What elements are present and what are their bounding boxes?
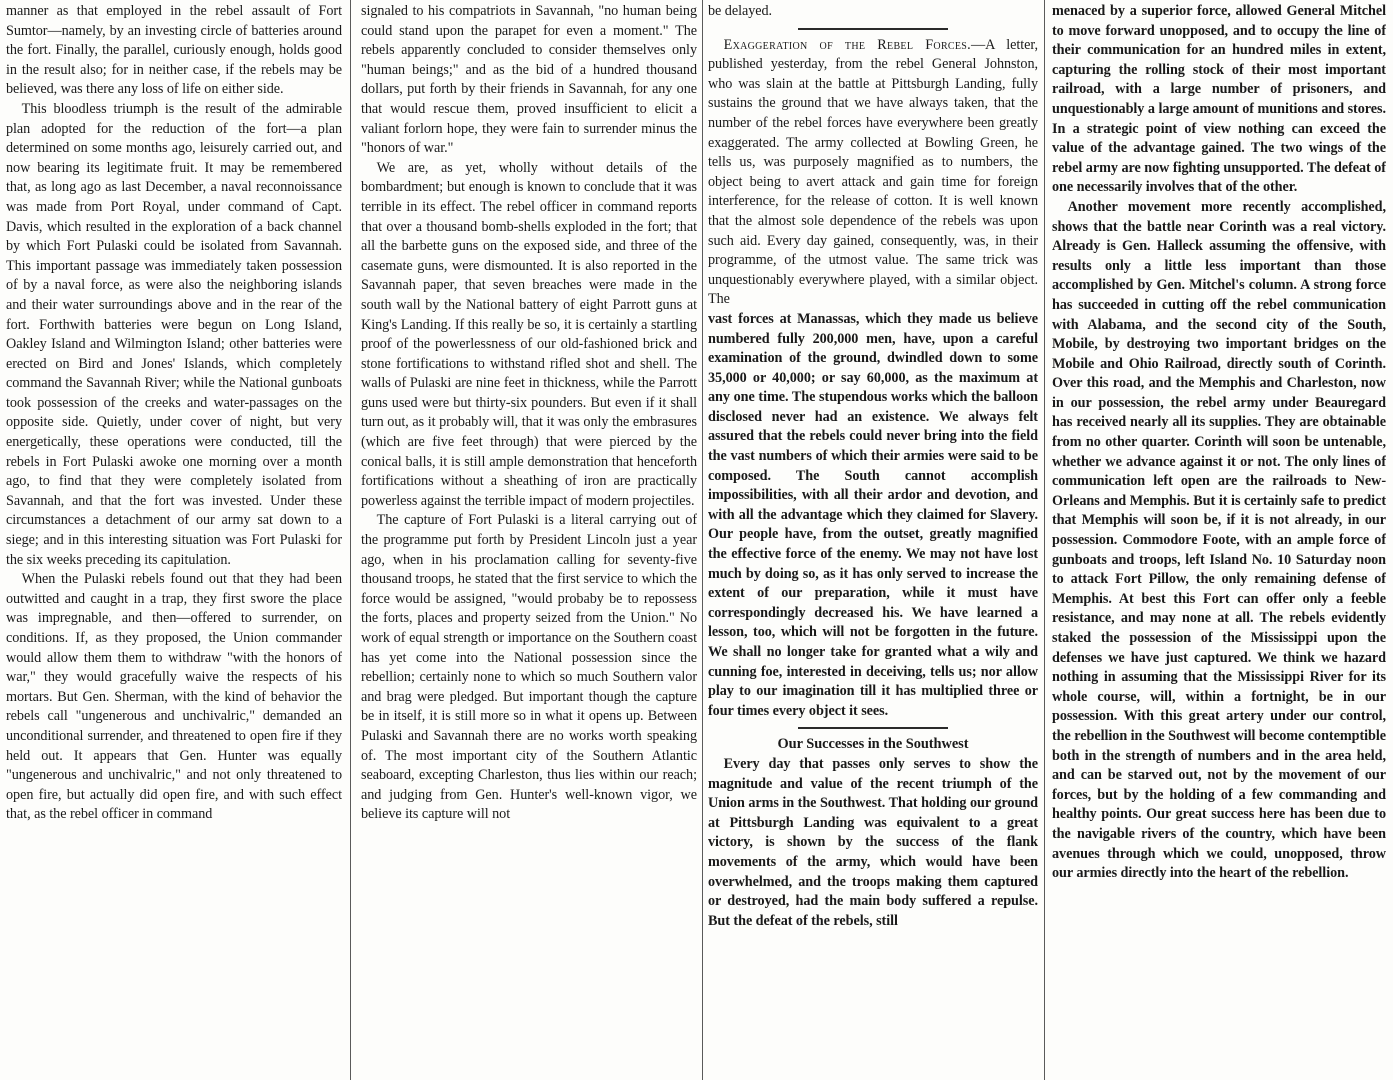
paragraph: Another movement more recently accomplished, shows that the battle near Corinth was a real victory. Already is Gen. Halleck assuming the offensive, with results only a little less important than those accomplished by Gen. Mitchel's column. A strong force has succeeded in cutting off the rebel communication with Alabama, and the second city of the South, Mobile, by destroying two important bridges on the Mobile and Ohio Railroad, directly south of Corinth. Over this road, and the Memphis and Charleston, now in our possession, the rebel army under Beauregard has received nearly all its supplies. They are obtainable from no other quarter. Corinth will soon be untenable, whether we advance against it or not. The only lines of communication left open are the railroads to New-Orleans and Memphis. But it is certainly safe to predict that Memphis will soon be, if it is not already, in our possession. Commodore Foote, with an ample force of gunboats and troops, left Island No. 10 Saturday noon to attack Fort Pillow, the only remaining defense of Memphis. At best this Fort can offer only a feeble resistance, and may none at all. The rebels evidently staked the possession of the Mississippi upon the defenses we have just captured. We think we hazard nothing in assuming that the Mississippi River for its whole course, will, within a fortnight, be in our possession. With this great artery under our control, the rebellion in the Southwest will become contemptible both in the strength of numbers and in the area held, and can be starved out, not by the movement of our forces, but by the holding of a few commanding and healthy points. Our great success here has been due to the navigable rivers of the country, which have been avenues through which we could, unopposed, throw our armies directly into the heart of the rebellion. [1052, 198, 1386, 882]
column-2 [361, 2, 697, 1078]
column-rule [702, 0, 703, 1080]
paragraph-bold: vast forces at Manassas, which they made us believe numbered fully 200,000 men, have, upon a careful examination of the ground, dwindled down to some 35,000 or 40,000; or say 60,000, as the maximum at any one time. The stupendous works which the balloon disclosed never had an existence. We always felt assured that the rebels could never bring into the field the vast numbers of which their armies were said to be composed. The South cannot accomplish impossibilities, with all their ardor and devotion, and with all the advantage which they claimed for Slavery. Our people have, from the outset, greatly magnified the effective force of the enemy. We may not have lost much by doing so, as it has only served to increase the extent of our preparation, while it must have correspondingly decreased his. We have learned a lesson, too, which will not be forgotten in the future. We shall no longer take for granted what a wily and cunning foe, interested in deceiving, tells us; nor allow play to our imagination till it has multiplied three or four times every object it sees. [708, 310, 1038, 719]
column-rule [1044, 0, 1045, 1080]
paragraph: This bloodless triumph is the result of the admirable plan adopted for the reduction of the fort—a plan determined on some months ago, leisurely carried out, and now bearing its legitimate fruit. It may be remembered that, as long ago as last December, a naval reconnoissance was made from Port Royal, under command of Capt. Davis, which resulted in the exploration of a back channel by which Fort Pulaski could be isolated from Savannah. This important passage was immediately taken possession of by a naval force, as were also the neighboring islands and their water surroundings above and in the rear of the fort. Forthwith batteries were begun on Long Island, Oakley Island and Wilmington Island; other batteries were erected on Bird and Jones' Islands, which completely command the Savannah River; while the National gunboats took possession of the creeks and water-passages on the opposite side. Quietly, under cover of night, but very energetically, these operations were conducted, till the rebels in Fort Pulaski awoke one morning over a month ago, to find that they were completely isolated from Savannah, and that the fort was invested. Under these circumstances a detachment of our army sat down to a siege; and in this interesting situation was Fort Pulaski for the six weeks preceding its capitulation. [6, 100, 342, 568]
paragraph: Every day that passes only serves to show the magnitude and value of the recent triumph of the Union arms in the Southwest. That holding our ground at Pittsburgh Landing was equivalent to a great victory, is shown by the success of the flank movements of the army, which would have been overwhelmed, and the troops making them captured or destroyed, had the main body suffered a repulse. But the defeat of the rebels, still [708, 755, 1038, 929]
paragraph: The capture of Fort Pulaski is a literal carrying out of the programme put forth by President Lincoln just a year ago, when in his proclamation calling for seventy-five thousand troops, he stated that the first service to which the force would be assigned, "would probaby be to repossess the forts, places and property seized from the Union." No work of equal strength or importance on the Southern coast has yet come into the National possession since the rebellion; certainly none to which so much Southern valor and brag were pledged. But important though the capture be in itself, it is still more so in what it opens up. Between Pulaski and Savannah there are no works worth speaking of. The most important city of the Southern Atlantic seaboard, excepting Charleston, thus lies within our reach; and judging from Gen. Hunter's well-known vigor, we believe its capture will not [361, 512, 697, 823]
paragraph: manner as that employed in the rebel assault of Fort Sumtor—namely, by an investing circle of batteries around the fort. Finally, the parallel, curiously enough, holds good in the result also; for in neither case, if the rebels may be believed, was there any loss of life on either side. [6, 3, 342, 98]
paragraph: When the Pulaski rebels found out that they had been outwitted and caught in a trap, they first swore the place was impregnable, and then—offered to surrender, on conditions. If, as they proposed, the Union commander would allow them them to withdraw "with the honors of war," they would gracefully waive the respects of his mortars. But Gen. Sherman, with the kind of behavior the rebels call "ungenerous and unchivalric," demanded an unconditional surrender, and threatened to open fire if they held out. It appears that Gen. Hunter was equally "ungenerous and unchivalric," and not only threatened to open fire, but actually did open fire, and with such effect that, as the rebel officer in command [6, 571, 342, 823]
article-lead: Exaggeration of the Rebel Forces. [723, 36, 972, 53]
article-exaggeration [708, 36, 1038, 310]
section-divider [798, 727, 948, 729]
column-3 [708, 2, 1038, 1078]
section-divider [798, 28, 948, 30]
column-4 [1052, 2, 1386, 1078]
article-heading: Our Successes in the Southwest [777, 736, 969, 753]
paragraph: signaled to his compatriots in Savannah, "no human being could stand upon the parapet for even a moment." The rebels apparently concluded to consider themselves only "human beings;" and as the bid of a hundred thousand dollars, put forth by their friends in Savannah, for any one that would rescue them, proved insufficient to elicit a valiant forlorn hope, they were fain to surrender minus the "honors of war." [361, 3, 697, 157]
article-body: —A letter, published yesterday, from the rebel General Johnston, who was slain at the battle at Pittsburgh Landing, fully sustains the ground that we have always taken, that the number of the rebel forces have everywhere been greatly exaggerated. The army collected at Bowling Green, he tells us, was purposely magnified as to numbers, the object being to avert attack and gain time for foreign interference, for the release of cotton. It is well known that the almost sole dependence of the rebels was upon such aid. Every day gained, consequently, was, in their programme, of the utmost value. The same trick was unquestionably everywhere played, with a similar object. The [708, 36, 1038, 308]
paragraph: We are, as yet, wholly without details of the bombardment; but enough is known to conclude that it was terrible in its effect. The rebel officer in command reports that over a thousand bomb-shells exploded in the fort; that all the barbette guns on the exposed side, and three of the casemate guns, were dismounted. It is also reported in the Savannah paper, that seven breaches were made in the south wall by the National battery of eight Parrott guns at King's Landing. If this really be so, it is certainly a startling proof of the powerlessness of our old-fashioned brick and stone fortifications to withstand rifled shot and shell. The walls of Pulaski are nine feet in thickness, while the Parrott guns used were but thirty-six pounders. But even if it shall turn out, as it probably will, that it was only the embrasures (which are five feet through) that were pierced by the conical balls, it is still ample demonstration that henceforth fortifications without a sheathing of iron are practically powerless against the terrible impact of modern projectiles. [361, 159, 697, 509]
column-1 [6, 2, 342, 1078]
column-rule [350, 0, 351, 1080]
paragraph: be delayed. [708, 3, 773, 19]
paragraph: menaced by a superior force, allowed General Mitchel to move forward unopposed, and to occupy the line of their communication for an hundred miles in extent, capturing the rolling stock of their most important railroad, with a large number of prisoners, and unquestionably a large amount of munitions and stores. In a strategic point of view nothing can exceed the value of the advantage gained. The two wings of the rebel army are now fighting unsupported. The defeat of one necessarily involves that of the other. [1052, 3, 1386, 196]
